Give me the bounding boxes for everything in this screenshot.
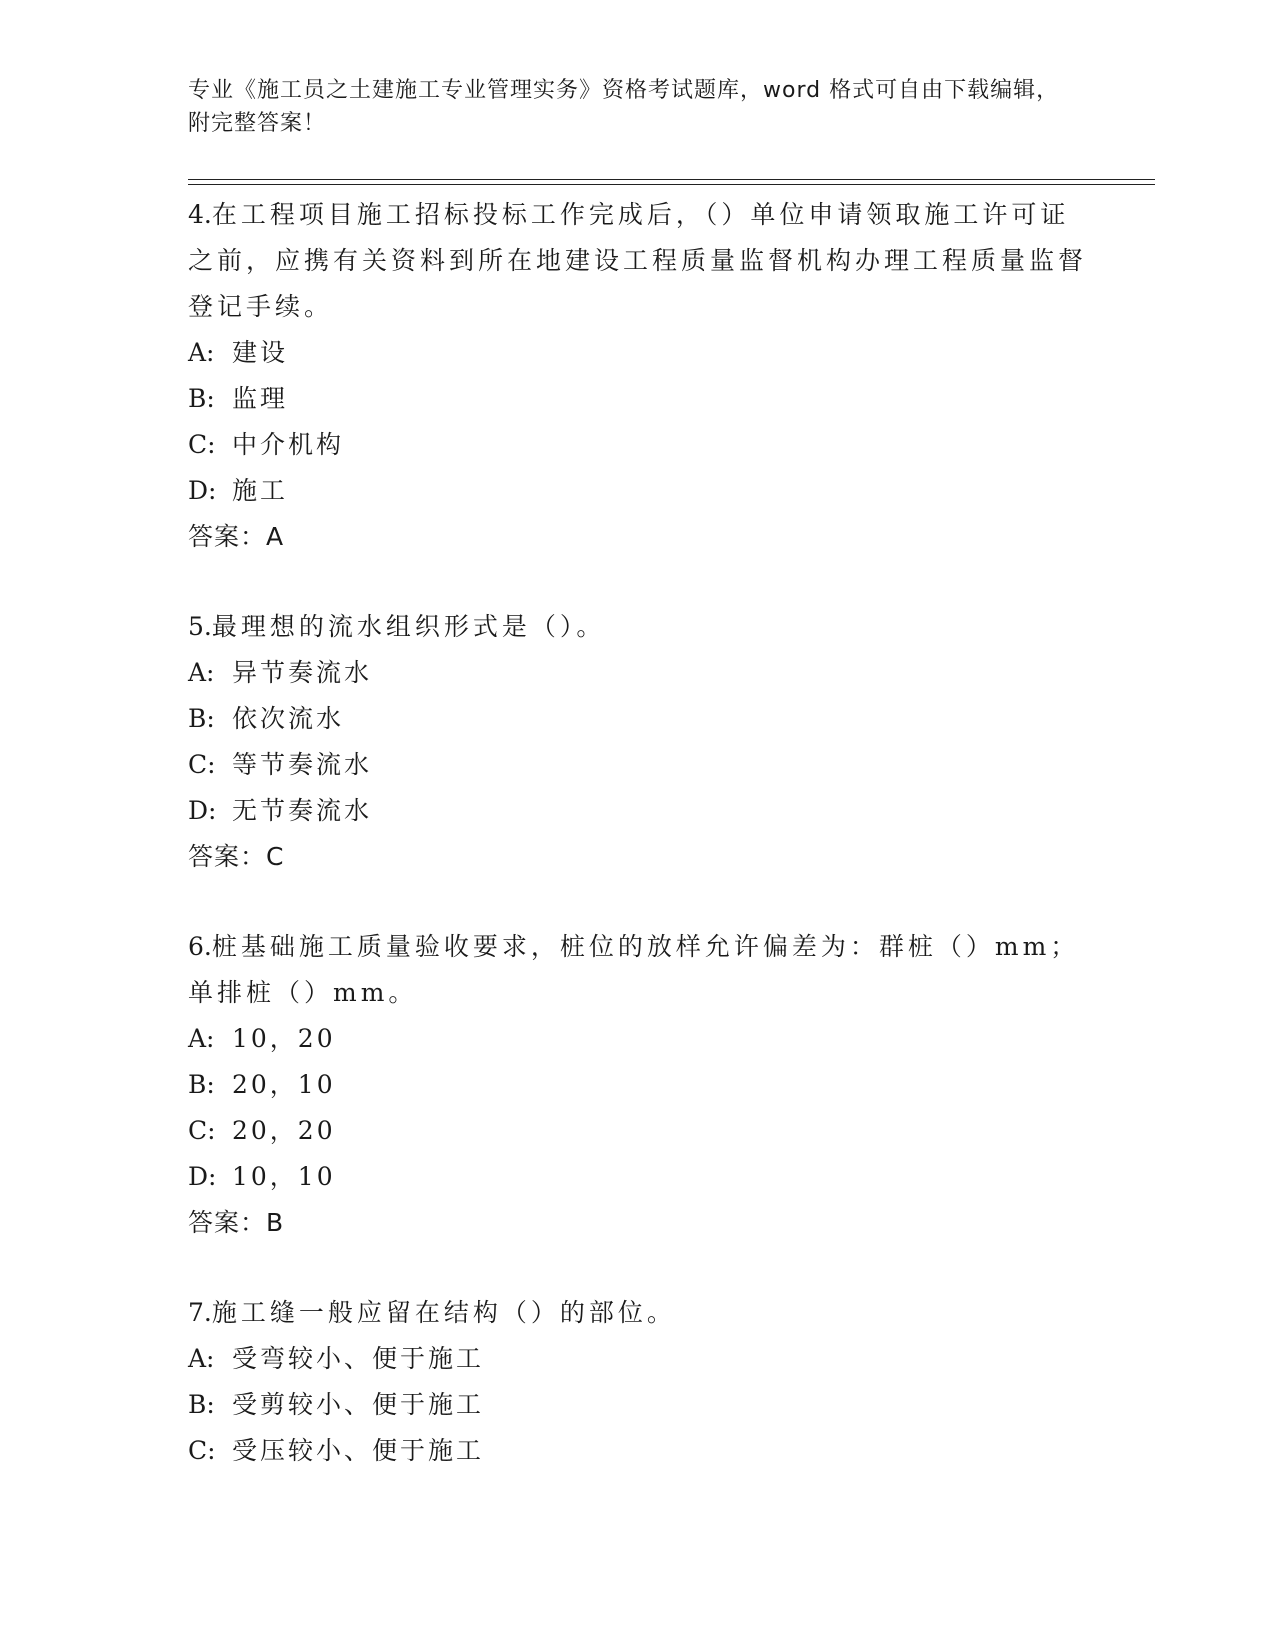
- question-5: [188, 604, 1088, 880]
- question-number: 5.: [188, 612, 212, 641]
- option-text: 监理: [232, 384, 289, 413]
- option-c: [188, 742, 1088, 788]
- option-key: A:: [188, 658, 215, 687]
- option-key: C:: [188, 750, 216, 779]
- answer-line: 答案：B: [188, 1208, 285, 1237]
- option-key: D:: [188, 1162, 217, 1191]
- option-b: [188, 1382, 1088, 1428]
- option-a: [188, 330, 1088, 376]
- question-text: [188, 924, 1088, 1016]
- option-c: [188, 1108, 1088, 1154]
- option-key: B:: [188, 704, 215, 733]
- option-key: D:: [188, 476, 217, 505]
- option-text: 20，20: [232, 1116, 336, 1145]
- header-divider-top: [188, 179, 1155, 180]
- option-text: 10，10: [232, 1162, 336, 1191]
- answer-line: 答案：C: [188, 842, 285, 871]
- question-number: 6.: [188, 932, 212, 961]
- option-a: [188, 1336, 1088, 1382]
- option-a: [188, 650, 1088, 696]
- option-key: B:: [188, 1070, 215, 1099]
- option-key: A:: [188, 1024, 215, 1053]
- option-text: 10，20: [232, 1024, 336, 1053]
- option-key: D:: [188, 796, 217, 825]
- option-key: A:: [188, 338, 215, 367]
- option-text: 依次流水: [232, 704, 345, 733]
- header-divider-bottom: [188, 184, 1155, 185]
- question-stem: 施工缝一般应留在结构（）的部位。: [211, 1298, 676, 1327]
- option-text: 等节奏流水: [232, 750, 373, 779]
- document-header: 专业《施工员之土建施工专业管理实务》资格考试题库，word 格式可自由下载编辑，附完整答案！: [188, 78, 1060, 136]
- option-key: B:: [188, 1390, 215, 1419]
- question-text: [188, 604, 1088, 650]
- option-b: [188, 696, 1088, 742]
- question-4: [188, 192, 1088, 560]
- option-b: [188, 376, 1088, 422]
- option-d: [188, 1154, 1088, 1200]
- option-d: [188, 468, 1088, 514]
- question-stem: 最理想的流水组织形式是（）。: [211, 612, 606, 641]
- question-list: [188, 192, 1088, 1474]
- question-stem: 桩基础施工质量验收要求，桩位的放样允许偏差为：群桩（）mm；单排桩（）mm。: [188, 932, 1080, 1007]
- question-6: [188, 924, 1088, 1246]
- question-stem: 在工程项目施工招标投标工作完成后，（）单位申请领取施工许可证之前，应携有关资料到所在地建设工程质量监督机构办理工程质量监督登记手续。: [188, 200, 1088, 321]
- question-text: [188, 1290, 1088, 1336]
- option-key: C:: [188, 1116, 216, 1145]
- option-text: 20，10: [232, 1070, 336, 1099]
- option-text: 受弯较小、便于施工: [232, 1344, 485, 1373]
- question-7: [188, 1290, 1088, 1474]
- option-c: [188, 422, 1088, 468]
- option-text: 无节奏流水: [232, 796, 373, 825]
- question-number: 4.: [188, 200, 212, 229]
- answer-line: 答案：A: [188, 522, 285, 551]
- option-c: [188, 1428, 1088, 1474]
- question-text: [188, 192, 1088, 330]
- question-number: 7.: [188, 1298, 212, 1327]
- option-d: [188, 788, 1088, 834]
- option-key: A:: [188, 1344, 215, 1373]
- option-b: [188, 1062, 1088, 1108]
- option-text: 异节奏流水: [232, 658, 373, 687]
- option-a: [188, 1016, 1088, 1062]
- option-key: C:: [188, 1436, 216, 1465]
- option-text: 中介机构: [232, 430, 345, 459]
- option-text: 施工: [232, 476, 289, 505]
- option-key: C:: [188, 430, 216, 459]
- option-text: 受剪较小、便于施工: [232, 1390, 485, 1419]
- option-key: B:: [188, 384, 215, 413]
- option-text: 建设: [232, 338, 289, 367]
- option-text: 受压较小、便于施工: [232, 1436, 485, 1465]
